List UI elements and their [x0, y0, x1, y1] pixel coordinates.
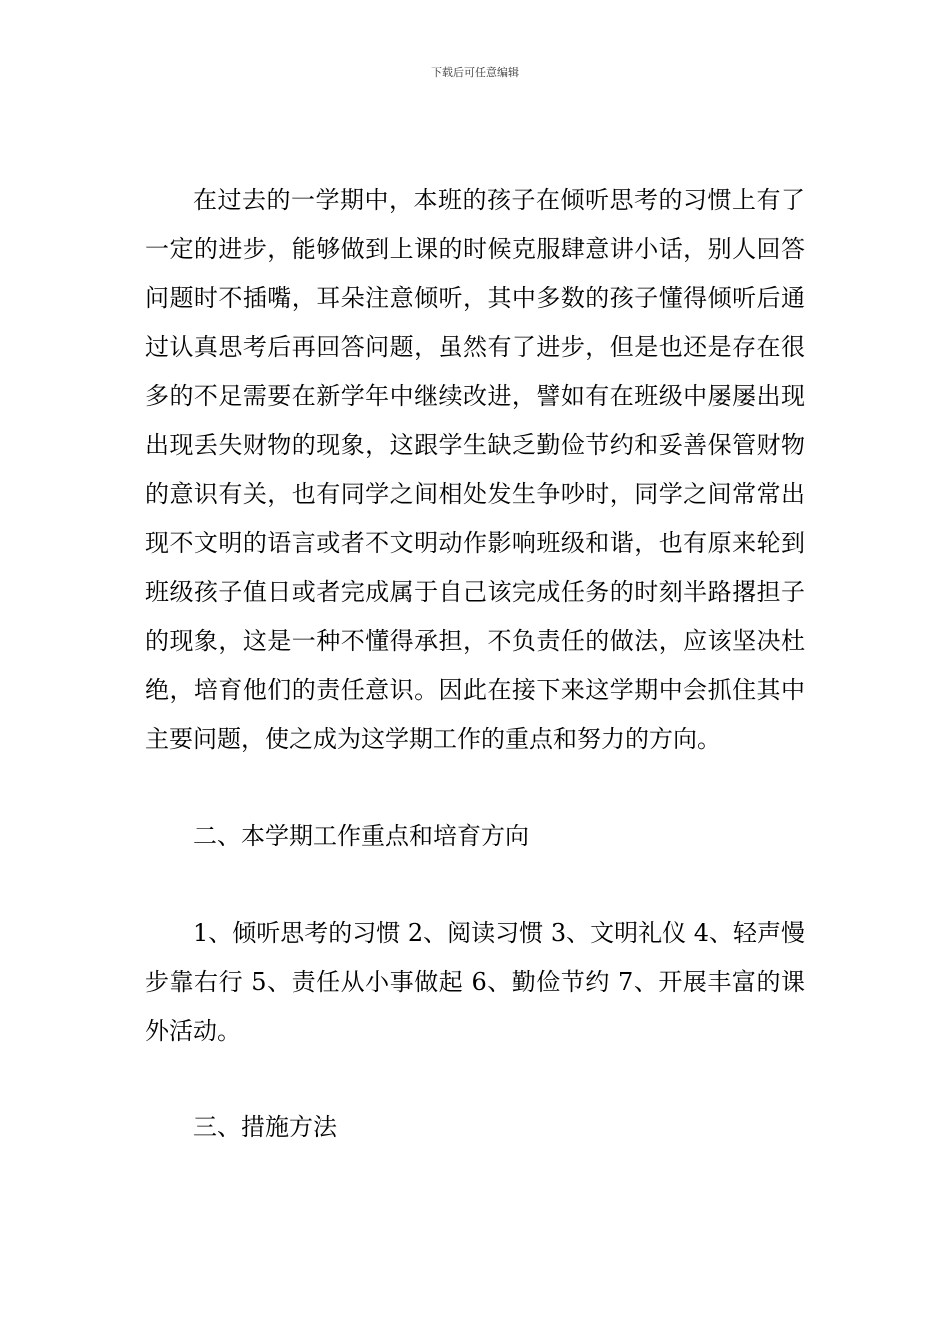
- document-body: [145, 176, 805, 1152]
- paragraph-review: 在过去的一学期中，本班的孩子在倾听思考的习惯上有了一定的进步，能够做到上课的时候克服肆意讲小话，别人回答问题时不插嘴，耳朵注意倾听，其中多数的孩子懂得倾听后通过认真思考后再回答问题，虽然有了进步，但是也还是存在很多的不足需要在新学年中继续改进，譬如有在班级中屡屡出现出现丢失财物的现象，这跟学生缺乏勤俭节约和妥善保管财物的意识有关，也有同学之间相处发生争吵时，同学之间常常出现不文明的语言或者不文明动作影响班级和谐，也有原来轮到班级孩子值日或者完成属于自己该完成任务的时刻半路撂担子的现象，这是一种不懂得承担，不负责任的做法，应该坚决杜绝，培育他们的责任意识。因此在接下来这学期中会抓住其中主要问题，使之成为这学期工作的重点和努力的方向。: [145, 186, 805, 753]
- header-note: 下载后可任意编辑: [431, 66, 519, 79]
- section-heading-measures: 三、措施方法: [193, 1113, 337, 1141]
- section-heading-focus: 二、本学期工作重点和培育方向: [193, 822, 529, 850]
- paragraph-focus-list: 1、倾听思考的习惯 2、阅读习惯 3、文明礼仪 4、轻声慢步靠右行 5、责任从小事做起 6、勤俭节约 7、开展丰富的课外活动。: [145, 919, 805, 1045]
